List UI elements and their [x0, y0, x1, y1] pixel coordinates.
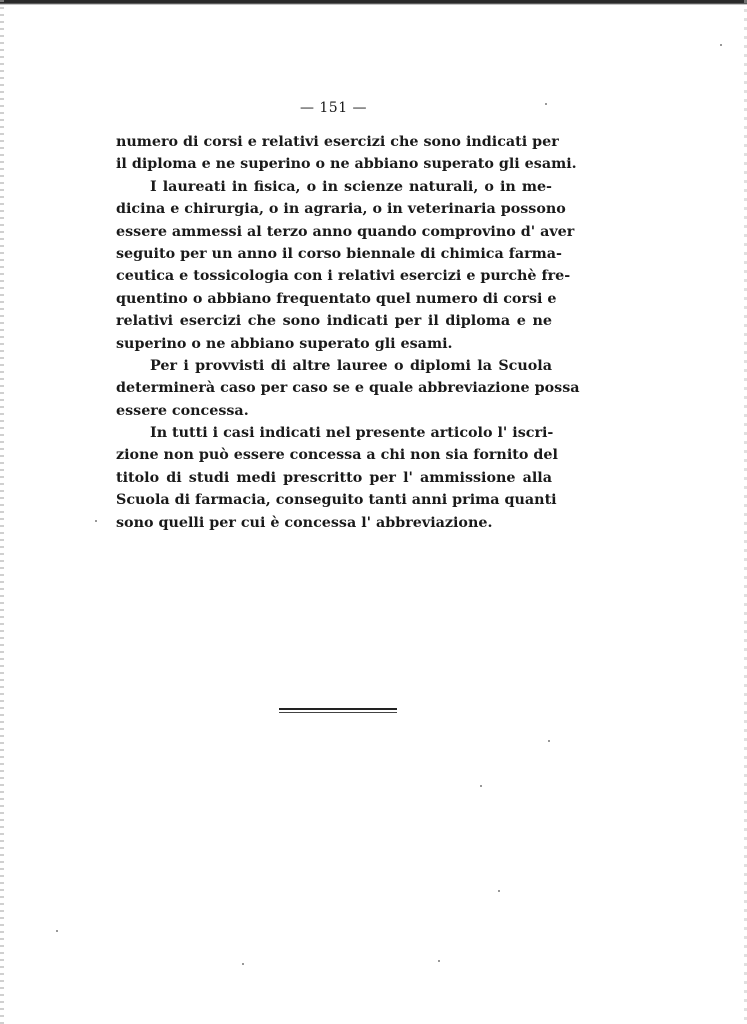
text-line: In tutti i casi indicati nel presente articolo l' iscri- [150, 425, 554, 442]
text-line: determinerà caso per caso se e quale abbreviazione possa [116, 380, 580, 397]
scan-speck [720, 44, 722, 46]
body-text [116, 131, 580, 534]
scan-speck [438, 960, 440, 962]
scan-speck [95, 520, 97, 522]
end-of-section-rule [279, 708, 397, 713]
paragraph-3 [116, 355, 580, 422]
text-line: ceutica e tossicologia con i relativi esercizi e purchè fre- [116, 268, 571, 285]
text-line: numero di corsi e relativi esercizi che sono indicati per [116, 134, 559, 150]
text-line: titolo di studi medi prescritto per l' ammissione alla [116, 469, 552, 486]
text-line: sono quelli per cui è concessa l' abbreviazione. [116, 514, 493, 531]
text-line: essere concessa. [116, 402, 249, 419]
text-line: il diploma e ne superino o ne abbiano superato gli esami. [116, 156, 577, 173]
text-line: I laureati in fisica, o in scienze naturali, o in me- [150, 178, 552, 195]
text-line: zione non può essere concessa a chi non sia fornito del [116, 447, 558, 464]
text-line: essere ammessi al terzo anno quando comprovino d' aver [116, 223, 575, 240]
scan-speck [56, 930, 58, 932]
end-rule-thick-line [279, 708, 397, 710]
page-number: — 151 — [299, 100, 368, 116]
paragraph-1 [116, 131, 577, 176]
text-line: superino o ne abbiano superato gli esami. [116, 335, 453, 352]
text-line: dicina e chirurgia, o in agraria, o in veterinaria possono [116, 201, 566, 218]
paragraph-4 [116, 422, 558, 534]
left-page-edge [0, 0, 4, 1024]
top-border-rule [0, 0, 747, 5]
paragraph-2 [116, 176, 575, 355]
text-line: quentino o abbiano frequentato quel numero di corsi e [116, 290, 557, 307]
text-line: seguito per un anno il corso biennale di chimica farma- [116, 245, 562, 262]
scan-speck [545, 103, 547, 105]
text-line: relativi esercizi che sono indicati per il diploma e ne [116, 313, 552, 330]
scan-speck [480, 785, 482, 787]
text-line: Scuola di farmacia, conseguito tanti anni prima quanti [116, 492, 557, 509]
scan-speck [498, 890, 500, 892]
end-rule-thin-line [279, 712, 397, 713]
text-line: Per i provvisti di altre lauree o diplomi la Scuola [150, 357, 552, 374]
scan-speck [548, 740, 550, 742]
scan-speck [242, 963, 244, 965]
